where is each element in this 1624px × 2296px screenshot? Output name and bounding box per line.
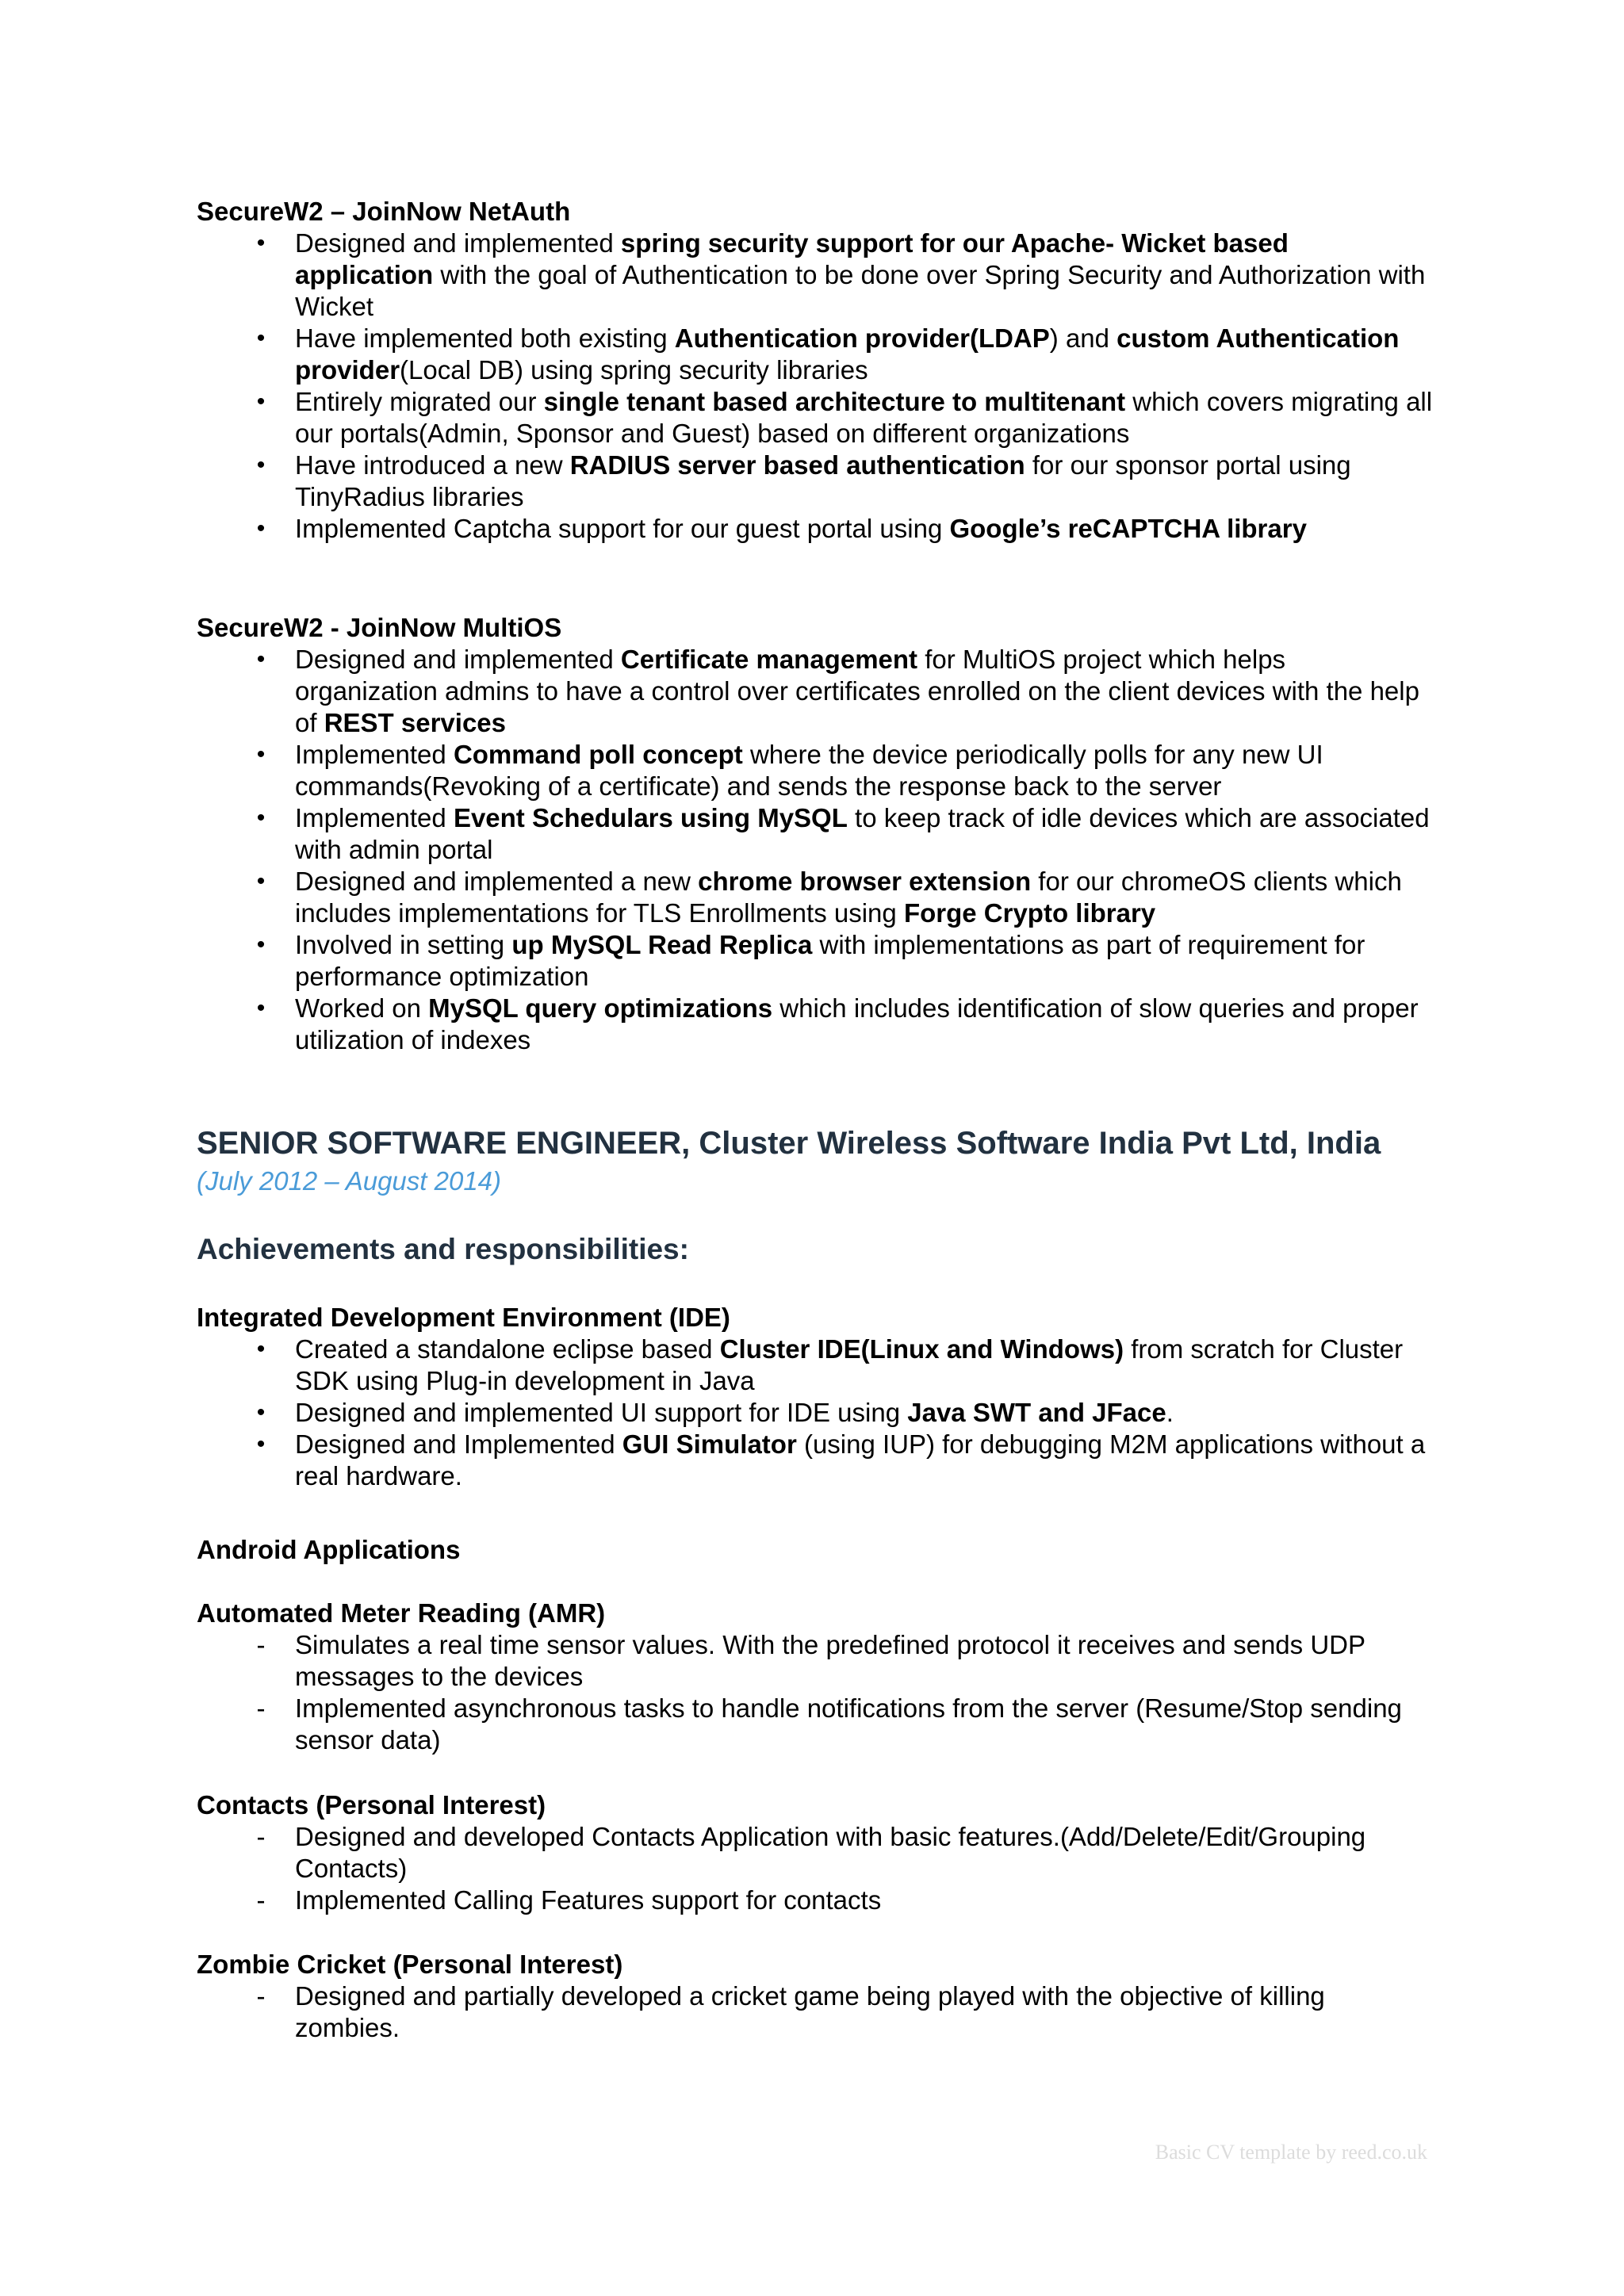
- section-netauth: [197, 196, 1434, 545]
- bold-text: spring security support for our Apache- Wicket based application: [295, 228, 1289, 289]
- role-title: SENIOR SOFTWARE ENGINEER, Cluster Wireless Software India Pvt Ltd, India: [197, 1126, 1381, 1161]
- list-item: [197, 644, 1434, 739]
- item-text: to keep track of idle devices which are associated with admin portal: [295, 803, 1430, 864]
- item-text: Worked on: [295, 993, 429, 1023]
- list-item: [197, 1885, 1434, 1916]
- bold-text: up MySQL Read Replica: [511, 930, 813, 959]
- item-text: Designed and implemented: [295, 645, 621, 674]
- list-item: [197, 1821, 1434, 1885]
- list-item: [197, 386, 1434, 450]
- section-heading: Android Applications: [197, 1535, 461, 1564]
- dash-marker: -: [256, 1981, 266, 2011]
- bold-text: Google’s reCAPTCHA library: [949, 514, 1307, 543]
- section-multios: [197, 612, 1434, 1056]
- item-text: Implemented Captcha support for our guest portal using: [295, 514, 950, 543]
- item-text: from scratch for Cluster SDK using Plug-in development in Java: [295, 1334, 1404, 1395]
- item-text: Implemented: [295, 740, 454, 769]
- item-text: (Local DB) using spring security libraries: [400, 355, 868, 385]
- section-zombie-cricket: [197, 1949, 1434, 2044]
- item-text: Implemented asynchronous tasks to handle notifications from the server (Resume/Stop sending sensor data): [295, 1693, 1402, 1755]
- bold-text: RADIUS server based authentication: [569, 450, 1025, 480]
- item-text: which includes identification of slow queries and proper utilization of indexes: [295, 993, 1419, 1054]
- bullet-list: [197, 228, 1434, 545]
- section-contacts: [197, 1789, 1434, 1916]
- dash-marker: -: [256, 1630, 266, 1659]
- bold-text: Forge Crypto library: [903, 898, 1156, 928]
- item-text: which covers migrating all our portals(Admin, Sponsor and Guest) based on different organizations: [295, 387, 1433, 448]
- item-text: ) and: [1049, 323, 1117, 353]
- bullet-marker: •: [256, 1431, 266, 1457]
- list-item: [197, 1693, 1434, 1756]
- list-item: [197, 228, 1434, 323]
- bullet-marker: •: [256, 1336, 266, 1362]
- list-item: [197, 1980, 1434, 2044]
- bullet-list: [197, 1334, 1434, 1492]
- list-item: [197, 929, 1434, 993]
- item-text: Involved in setting: [295, 930, 512, 959]
- section-amr: [197, 1598, 1434, 1756]
- section-ide: [197, 1302, 1434, 1492]
- bullet-list: [197, 644, 1434, 1056]
- bold-text: MySQL query optimizations: [428, 993, 773, 1023]
- bold-text: single tenant based architecture to multitenant: [543, 387, 1126, 416]
- section-heading: SecureW2 - JoinNow MultiOS: [197, 613, 562, 642]
- section-heading: Zombie Cricket (Personal Interest): [197, 1950, 623, 1979]
- item-text: Designed and implemented UI support for IDE using: [295, 1398, 908, 1427]
- bold-text: Event Schedulars using MySQL: [453, 803, 848, 832]
- footer-watermark: Basic CV template by reed.co.uk: [1155, 2141, 1427, 2164]
- item-text: .: [1166, 1398, 1174, 1427]
- item-text: with implementations as part of requirement for performance optimization: [295, 930, 1365, 991]
- section-heading: Contacts (Personal Interest): [197, 1790, 546, 1820]
- bullet-marker: •: [256, 741, 266, 767]
- list-item: [197, 450, 1434, 513]
- list-item: [197, 993, 1434, 1056]
- bullet-marker: •: [256, 230, 266, 256]
- bullet-marker: •: [256, 452, 266, 478]
- bold-text: REST services: [324, 708, 507, 737]
- item-text: Implemented Calling Features support for contacts: [295, 1885, 882, 1915]
- section-heading: Automated Meter Reading (AMR): [197, 1598, 606, 1628]
- item-text: Designed and implemented: [295, 228, 621, 258]
- list-item: [197, 1629, 1434, 1693]
- dash-list: [197, 1980, 1434, 2044]
- item-text: Created a standalone eclipse based: [295, 1334, 720, 1364]
- dash-marker: -: [256, 1822, 266, 1851]
- bullet-marker: •: [256, 805, 266, 831]
- list-item: [197, 739, 1434, 802]
- bold-text: Cluster IDE(Linux and Windows): [719, 1334, 1124, 1364]
- item-text: Have implemented both existing: [295, 323, 675, 353]
- bullet-marker: •: [256, 325, 266, 351]
- item-text: Designed and developed Contacts Application with basic features.(Add/Delete/Edit/Grouping Contacts): [295, 1822, 1366, 1883]
- item-text: Designed and implemented a new: [295, 867, 699, 896]
- item-text: (using IUP) for debugging M2M applications without a real hardware.: [295, 1429, 1426, 1490]
- item-text: Simulates a real time sensor values. With the predefined protocol it receives and sends UDP messages to the devices: [295, 1630, 1365, 1691]
- item-text: for MultiOS project which helps organization admins to have a control over certificates enrolled on the client devices with the help of: [295, 645, 1419, 737]
- list-item: [197, 1334, 1434, 1397]
- item-text: Implemented: [295, 803, 454, 832]
- bold-text: Java SWT and JFace: [907, 1398, 1166, 1427]
- bullet-marker: •: [256, 1399, 266, 1425]
- section-android: [197, 1534, 1434, 1566]
- item-text: Entirely migrated our: [295, 387, 544, 416]
- section-heading: SecureW2 – JoinNow NetAuth: [197, 197, 571, 226]
- bullet-marker: •: [256, 646, 266, 672]
- item-text: where the device periodically polls for any new UI commands(Revoking of a certificate) and sends the response back to the server: [295, 740, 1323, 801]
- bold-text: Certificate management: [620, 645, 918, 674]
- role-dates: (July 2012 – August 2014): [197, 1166, 502, 1196]
- bold-text: Command poll concept: [453, 740, 743, 769]
- item-text: with the goal of Authentication to be done over Spring Security and Authorization with Wicket: [295, 260, 1426, 321]
- bullet-marker: •: [256, 868, 266, 894]
- list-item: [197, 1429, 1434, 1492]
- item-text: Designed and Implemented: [295, 1429, 622, 1459]
- bold-text: GUI Simulator: [622, 1429, 797, 1459]
- item-text: for our sponsor portal using TinyRadius libraries: [295, 450, 1351, 511]
- achievements-heading: Achievements and responsibilities:: [197, 1233, 689, 1265]
- list-item: [197, 323, 1434, 386]
- bullet-marker: •: [256, 995, 266, 1021]
- list-item: [197, 802, 1434, 866]
- bullet-marker: •: [256, 932, 266, 958]
- list-item: [197, 866, 1434, 929]
- dash-list: [197, 1629, 1434, 1756]
- list-item: [197, 1397, 1434, 1429]
- item-text: for our chromeOS clients which includes implementations for TLS Enrollments using: [295, 867, 1402, 928]
- dash-marker: -: [256, 1693, 266, 1723]
- bold-text: chrome browser extension: [698, 867, 1032, 896]
- bullet-marker: •: [256, 388, 266, 415]
- section-heading: Integrated Development Environment (IDE): [197, 1303, 730, 1332]
- dash-list: [197, 1821, 1434, 1916]
- bold-text: custom Authentication provider: [295, 323, 1400, 385]
- item-text: Have introduced a new: [295, 450, 570, 480]
- dash-marker: -: [256, 1885, 266, 1915]
- bullet-marker: •: [256, 515, 266, 541]
- list-item: [197, 513, 1434, 545]
- bold-text: Authentication provider(LDAP: [674, 323, 1050, 353]
- item-text: Designed and partially developed a cricket game being played with the objective of killing zombies.: [295, 1981, 1325, 2042]
